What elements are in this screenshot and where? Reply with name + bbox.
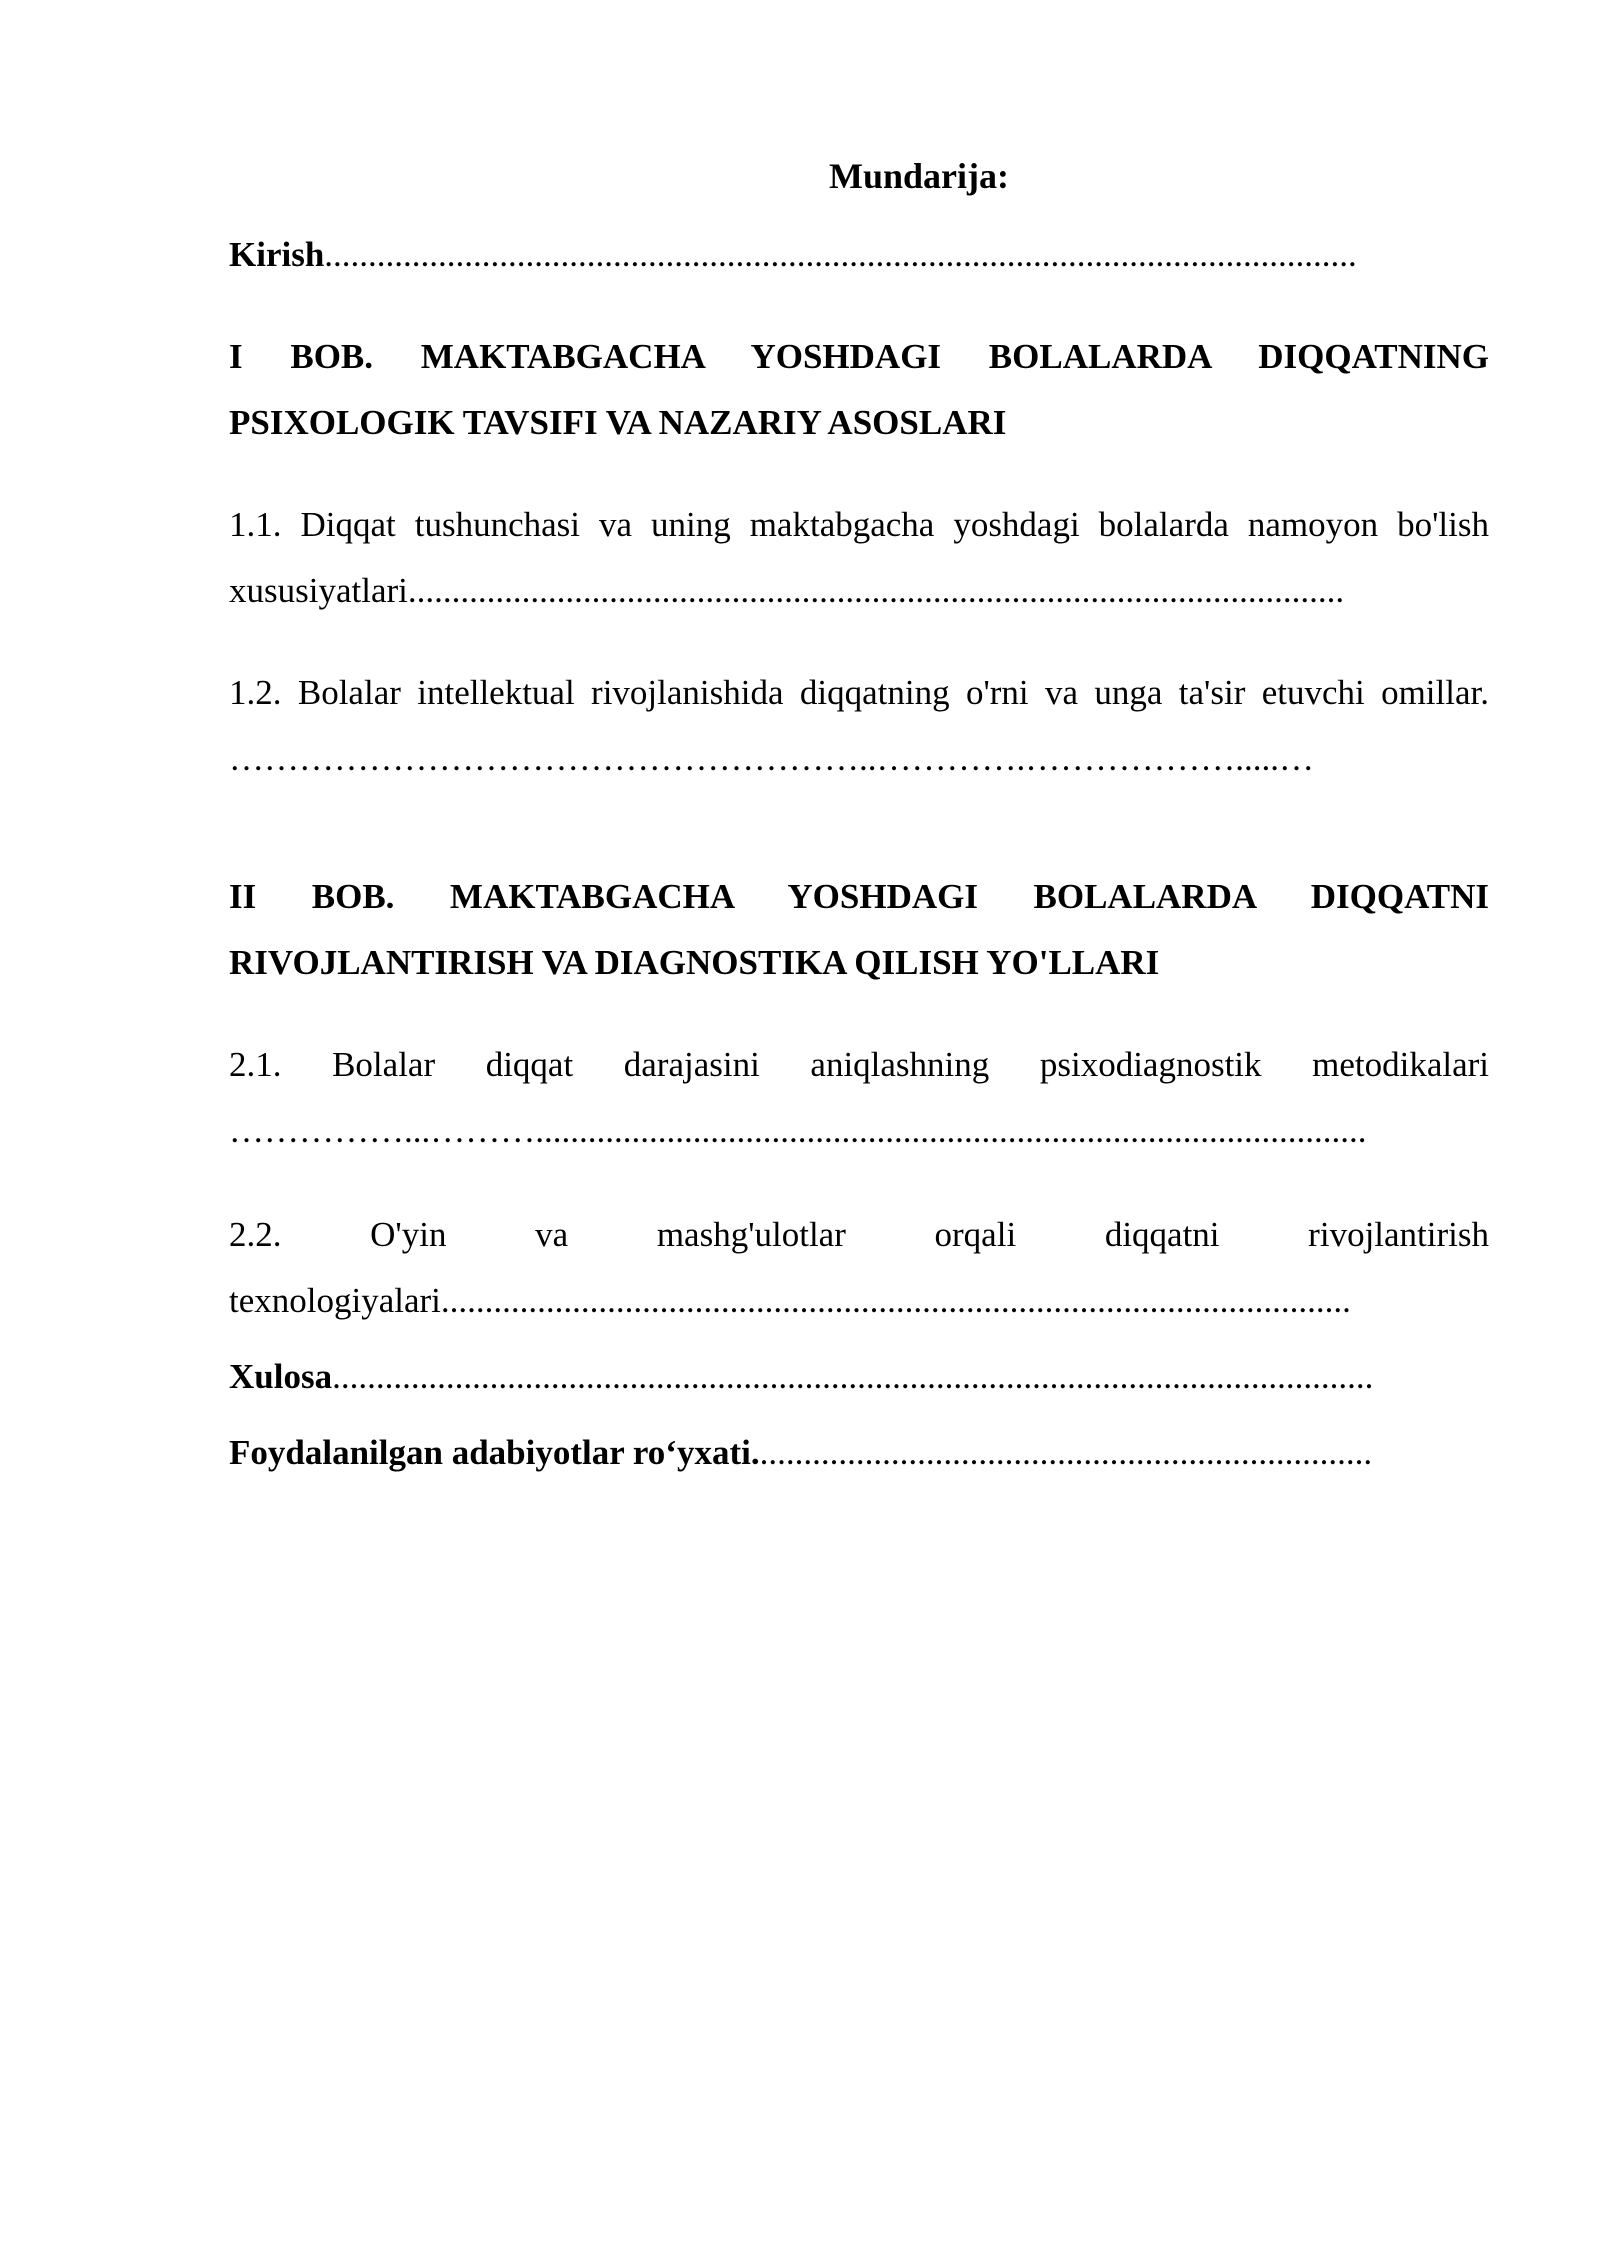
toc-entry-references (229, 1420, 1489, 1486)
toc-chapter-2-line-2: RIVOJLANTIRISH VA DIAGNOSTIKA QILISH YO'LLARI (229, 943, 1160, 982)
toc-section-1-2-line-2: ………………………………………………..………….……………….....… (229, 739, 1314, 778)
toc-entry-intro (229, 222, 1489, 288)
toc-section-1-1-line-2: xususiyatlari........................................................................................................... (229, 571, 1345, 610)
toc-entry-references-leader: ...................................................................... (759, 1433, 1373, 1472)
toc-section-2-2 (229, 1202, 1489, 1334)
toc-entry-conclusion-label: Xulosa (229, 1357, 333, 1396)
toc-section-1-2 (229, 660, 1489, 792)
toc-section-2-2-line-1: 2.2. O'yin va mashg'ulotlar orqali diqqatni rivojlantirish (229, 1215, 1489, 1254)
toc-chapter-1 (229, 324, 1489, 456)
toc-entry-intro-leader: ...................................................................................................................... (324, 235, 1357, 274)
toc-chapter-1-line-1: I BOB. MAKTABGACHA YOSHDAGI BOLALARDA DIQQATNING (229, 337, 1489, 376)
toc-section-1-2-line-1: 1.2. Bolalar intellektual rivojlanishida diqqatning o'rni va unga ta'sir etuvchi omillar. (229, 673, 1489, 712)
toc-chapter-2 (229, 864, 1489, 996)
toc-entry-references-label: Foydalanilgan adabiyotlar ro‘yxati. (229, 1433, 760, 1472)
toc-title: Mundarija: (829, 156, 1009, 196)
toc-chapter-2-line-1: II BOB. MAKTABGACHA YOSHDAGI BOLALARDA DIQQATNI (229, 877, 1489, 916)
toc-section-1-1-line-1: 1.1. Diqqat tushunchasi va uning maktabgacha yoshdagi bolalarda namoyon bo'lish (229, 505, 1489, 544)
table-of-contents (229, 150, 1489, 1486)
toc-entry-conclusion-leader: ....................................................................................................................... (332, 1357, 1374, 1396)
toc-section-2-1-line-2: ……………...………............................................................................................... (229, 1111, 1367, 1150)
toc-chapter-1-line-2: PSIXOLOGIK TAVSIFI VA NAZARIY ASOSLARI (229, 403, 1007, 442)
toc-entry-intro-label: Kirish (229, 235, 325, 274)
toc-section-1-1 (229, 492, 1489, 624)
toc-section-2-1-line-1: 2.1. Bolalar diqqat darajasini aniqlashning psixodiagnostik metodikalari (229, 1045, 1489, 1084)
toc-section-2-2-line-2: texnologiyalari........................................................................................................ (229, 1281, 1351, 1320)
toc-section-2-1 (229, 1032, 1489, 1164)
toc-entry-conclusion (229, 1344, 1489, 1410)
